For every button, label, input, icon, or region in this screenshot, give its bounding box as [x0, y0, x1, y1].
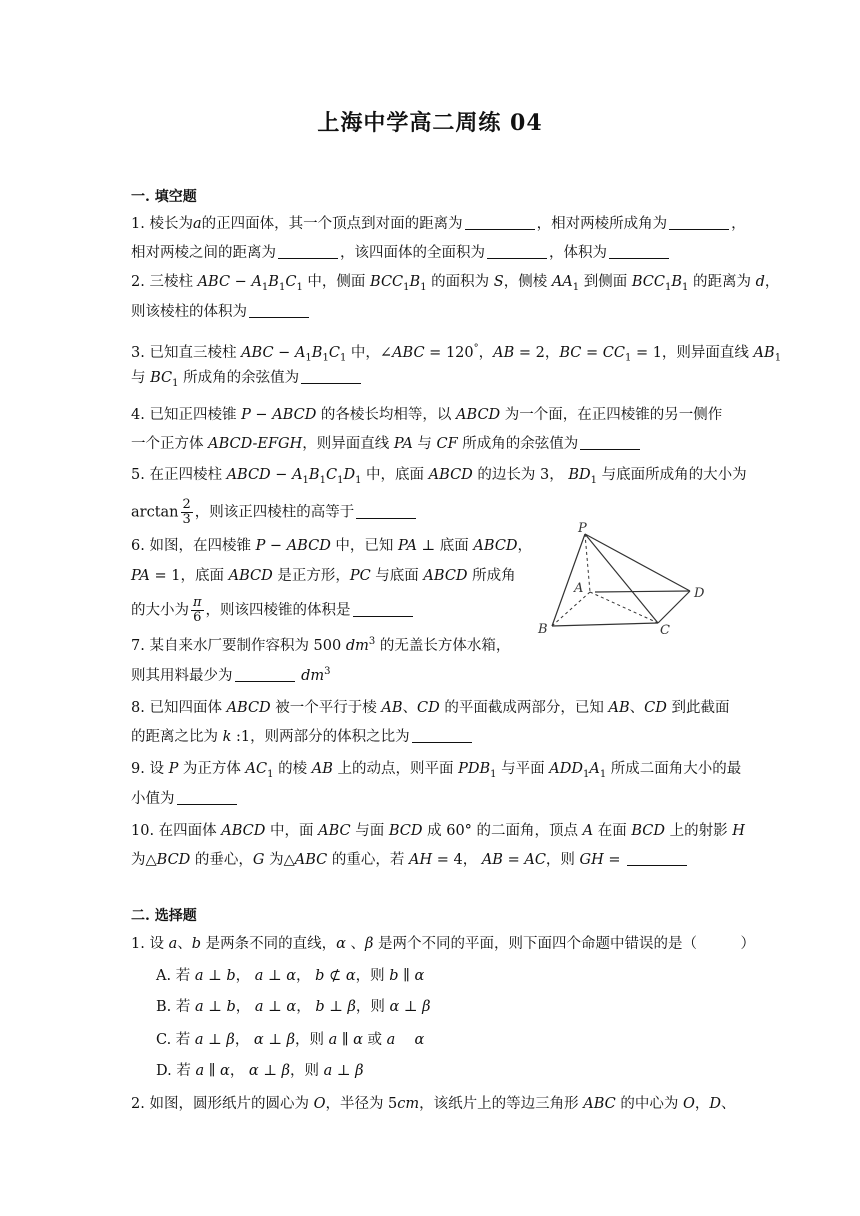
- fill-question-5-cont: arctan $\frac{2}{3}$ ，则该正四棱柱的高等于: [131, 498, 418, 527]
- answer-blank[interactable]: [353, 602, 413, 617]
- fill-question-1: 1. 棱长为a的正四面体，其一个顶点到对面的距离为 ，相对两棱所成角为 ，: [131, 216, 746, 232]
- fill-question-6: 6. 如图，在四棱锥 P − ABCD 中，已知 PA ⊥ 底面 ABCD，: [131, 538, 533, 554]
- fill-question-10: 10. 在四面体 ABCD 中，面 ABC 与面 BCD 成 60° 的二面角，顶点 A 在面 BCD 上的射影 H: [131, 823, 745, 839]
- fill-question-3-cont: 与 $BC_1$ 所成角的余弦值为: [131, 368, 363, 394]
- answer-blank[interactable]: [301, 369, 361, 384]
- fill-question-2: 2. 三棱柱 ABC − $A_1B_1C_1$ 中，侧面 $BCC_1B_1$ 的面积为 S，侧棱 $AA_1$ 到侧面 $BCC_1B_1$ 的距离为 d，: [131, 274, 780, 293]
- page-title: 上海中学高二周练 04: [317, 110, 543, 136]
- fill-question-10-cont: 为△BCD 的垂心，G 为△ABC 的重心，若 AH = 4， AB = AC，则 GH =: [131, 850, 689, 870]
- answer-blank[interactable]: [487, 244, 547, 259]
- answer-blank[interactable]: [412, 728, 472, 743]
- fill-question-2-cont: 则该棱柱的体积为: [131, 302, 311, 322]
- choice-option-d[interactable]: D. 若 a ∥ α， α ⊥ β，则 a ⊥ β: [156, 1063, 364, 1079]
- fill-question-3: 3. 已知直三棱柱 ABC − $A_1B_1C_1$ 中，∠ABC = 120°，AB = 2，BC = $CC_1 = 1$，则异面直线 $AB_1$: [131, 343, 782, 364]
- answer-blank[interactable]: [627, 851, 687, 866]
- choice-option-c[interactable]: C. 若 a ⊥ β， α ⊥ β，则 a ∥ α 或 a α: [156, 1032, 425, 1048]
- fill-question-7: 7. 某自来水厂要制作容积为 500 $dm^3$ 的无盖长方体水箱，: [131, 636, 511, 654]
- fill-question-8: 8. 已知四面体 ABCD 被一个平行于棱 AB、CD 的平面截成两部分，已知 AB、CD 到此截面: [131, 700, 730, 716]
- section-heading-choice: 二. 选择题: [131, 908, 197, 924]
- figure-label-p: P: [578, 521, 587, 536]
- choice-question-2: 2. 如图，圆形纸片的圆心为 O，半径为 5cm，该纸片上的等边三角形 ABC 的中心为 O，D、: [131, 1096, 736, 1112]
- choice-option-a[interactable]: A. 若 a ⊥ b， a ⊥ α， b ⊄ α，则 b ∥ α: [156, 968, 425, 984]
- fill-question-6-cont2: 的大小为 $\frac{\pi}{6}$ ，则该四棱锥的体积是: [131, 596, 415, 625]
- option-letter: A.: [156, 968, 172, 984]
- choice-question-1: 1. 设 a、b 是两条不同的直线，α 、β 是两个不同的平面，则下面四个命题中错误的是（ ）: [131, 936, 756, 952]
- answer-blank[interactable]: [609, 244, 669, 259]
- fill-question-1-cont: 相对两棱之间的距离为 ，该四面体的全面积为 ，体积为: [131, 243, 671, 263]
- answer-blank[interactable]: [356, 504, 416, 519]
- figure-label-a: A: [574, 581, 584, 596]
- answer-blank[interactable]: [177, 790, 237, 805]
- fill-question-5: 5. 在正四棱柱 ABCD − $A_1B_1C_1D_1$ 中，底面 ABCD 的边长为 3， $BD_1$ 与底面所成角的大小为: [131, 467, 747, 486]
- figure-label-d: D: [694, 586, 705, 601]
- answer-blank[interactable]: [465, 215, 535, 230]
- section-heading-fill: 一. 填空题: [131, 189, 197, 205]
- option-letter: D.: [156, 1063, 172, 1079]
- fill-question-6-cont: PA = 1，底面 ABCD 是正方形，PC 与底面 ABCD 所成角: [131, 568, 516, 584]
- answer-blank[interactable]: [278, 244, 338, 259]
- choice-option-b[interactable]: B. 若 a ⊥ b， a ⊥ α， b ⊥ β，则 α ⊥ β: [156, 999, 431, 1015]
- figure-label-b: B: [538, 622, 548, 637]
- fill-question-4: 4. 已知正四棱锥 P − ABCD 的各棱长均相等，以 ABCD 为一个面，在正四棱锥的另一侧作: [131, 407, 723, 423]
- fill-question-7-cont: 则其用料最少为 $dm^3$: [131, 666, 331, 684]
- option-letter: C.: [156, 1032, 172, 1048]
- fill-question-8-cont: 的距离之比为 k :1，则两部分的体积之比为: [131, 727, 474, 747]
- answer-blank[interactable]: [669, 215, 729, 230]
- option-letter: B.: [156, 999, 172, 1015]
- fill-question-4-cont: 一个正方体 ABCD-EFGH，则异面直线 PA 与 CF 所成角的余弦值为: [131, 434, 642, 454]
- fill-question-9-cont: 小值为: [131, 789, 239, 809]
- answer-blank[interactable]: [580, 435, 640, 450]
- pyramid-figure: [530, 520, 720, 640]
- figure-label-c: C: [660, 623, 670, 638]
- fill-question-9: 9. 设 P 为正方体 $AC_1$ 的棱 AB 上的动点，则平面 $PDB_1$ 与平面 $ADD_1A_1$ 所成二面角大小的最: [131, 761, 742, 780]
- answer-blank[interactable]: [249, 303, 309, 318]
- answer-blank[interactable]: [235, 667, 295, 682]
